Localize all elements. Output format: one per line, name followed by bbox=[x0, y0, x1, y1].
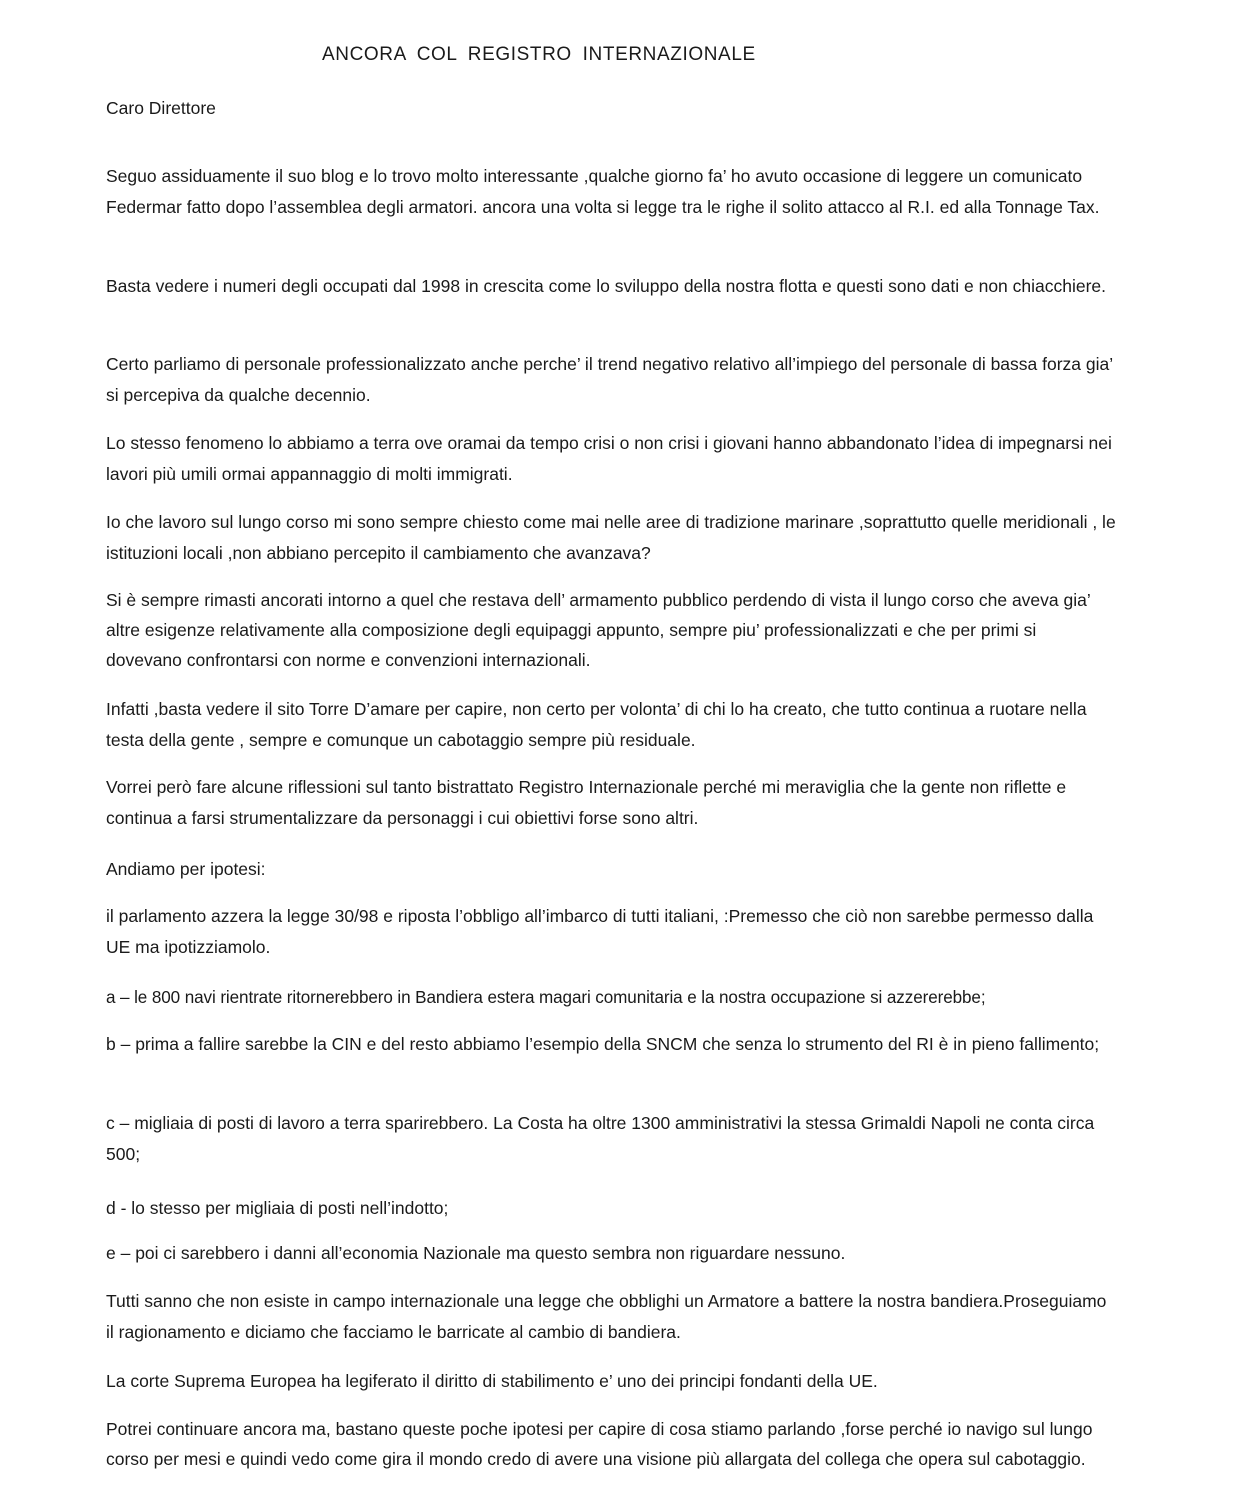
paragraph-land-phenomenon: Lo stesso fenomeno lo abbiamo a terra ove oramai da tempo crisi o non crisi i giovani hanno abbandonato l’idea di impegnarsi nei lavori più umili ormai appannaggio di molti immigrati. bbox=[106, 432, 1112, 484]
list-item-e: e – poi ci sarebbero i danni all’economia Nazionale ma questo sembra non riguardare nessuno. bbox=[106, 1242, 846, 1263]
paragraph-conclusion: Potrei continuare ancora ma, bastano queste poche ipotesi per capire di cosa stiamo parlando ,forse perché io navigo sul lungo corso per mesi e quindi vedo come gira il mondo credo di avere una visione più allargata del collega che opera sul cabotaggio. bbox=[106, 1418, 1093, 1469]
paragraph-employment-data: Basta vedere i numeri degli occupati dal 1998 in crescita come lo sviluppo della nostra flotta e questi sono dati e non chiacchiere. bbox=[106, 275, 1107, 296]
paragraph-intro: Seguo assiduamente il suo blog e lo trovo molto interessante ,qualche giorno fa’ ho avuto occasione di leggere un comunicato Federmar fatto dopo l’assemblea degli armatori. ancora una volta si legge tra le righe il solito attacco al R.I. ed alla Tonnage Tax. bbox=[106, 165, 1100, 217]
list-item-b: b – prima a fallire sarebbe la CIN e del resto abbiamo l’esempio della SNCM che senza lo strumento del RI è in pieno fallimento; bbox=[106, 1033, 1100, 1054]
salutation: Caro Direttore bbox=[106, 98, 216, 118]
paragraph-public-shipping: Si è sempre rimasti ancorati intorno a quel che restava dell’ armamento pubblico perdendo di vista il lungo corso che aveva gia’ altre esigenze relativamente alla composizione degli equipaggi appunto, sempre piu’ professionalizzati e che per primi si dovevano confrontarsi con norme e convenzioni internazionali. bbox=[106, 589, 1091, 670]
paragraph-torre-damare: Infatti ,basta vedere il sito Torre D’amare per capire, non certo per volonta’ di chi lo ha creato, che tutto continua a ruotare nella testa della gente , sempre e comunque un cabotaggio sempre più residuale. bbox=[106, 698, 1087, 750]
paragraph-local-institutions: Io che lavoro sul lungo corso mi sono sempre chiesto come mai nelle aree di tradizione marinare ,soprattutto quelle meridionali , le istituzioni locali ,non abbiano percepito il cambiamento che avanzava? bbox=[106, 511, 1116, 563]
list-item-a: a – le 800 navi rientrate ritornerebbero in Bandiera estera magari comunitaria e la nostra occupazione si azzererebbe; bbox=[106, 988, 986, 1008]
paragraph-parliament: il parlamento azzera la legge 30/98 e riposta l’obbligo all’imbarco di tutti italiani, :Premesso che ciò non sarebbe permesso dalla UE ma ipotizziamolo. bbox=[106, 905, 1094, 957]
paragraph-flag-law: Tutti sanno che non esiste in campo internazionale una legge che obblighi un Armatore a battere la nostra bandiera.Proseguiamo il ragionamento e diciamo che facciamo le barricate al cambio di bandiera. bbox=[106, 1290, 1107, 1342]
paragraph-hypothesis-heading: Andiamo per ipotesi: bbox=[106, 858, 266, 879]
paragraph-european-court: La corte Suprema Europea ha legiferato il diritto di stabilimento e’ uno dei principi fondanti della UE. bbox=[106, 1370, 878, 1391]
paragraph-reflections: Vorrei però fare alcune riflessioni sul tanto bistrattato Registro Internazionale perché mi meraviglia che la gente non riflette e continua a farsi strumentalizzare da personaggi i cui obiettivi forse sono altri. bbox=[106, 776, 1067, 828]
paragraph-professional-staff: Certo parliamo di personale professionalizzato anche perche’ il trend negativo relativo all’impiego del personale di bassa forza gia’ si percepiva da qualche decennio. bbox=[106, 353, 1113, 405]
list-item-c: c – migliaia di posti di lavoro a terra sparirebbero. La Costa ha oltre 1300 amministrativi la stessa Grimaldi Napoli ne conta circa 500; bbox=[106, 1112, 1095, 1164]
list-item-d: d - lo stesso per migliaia di posti nell’indotto; bbox=[106, 1197, 449, 1218]
document-title: ANCORA COL REGISTRO INTERNAZIONALE bbox=[322, 44, 756, 65]
